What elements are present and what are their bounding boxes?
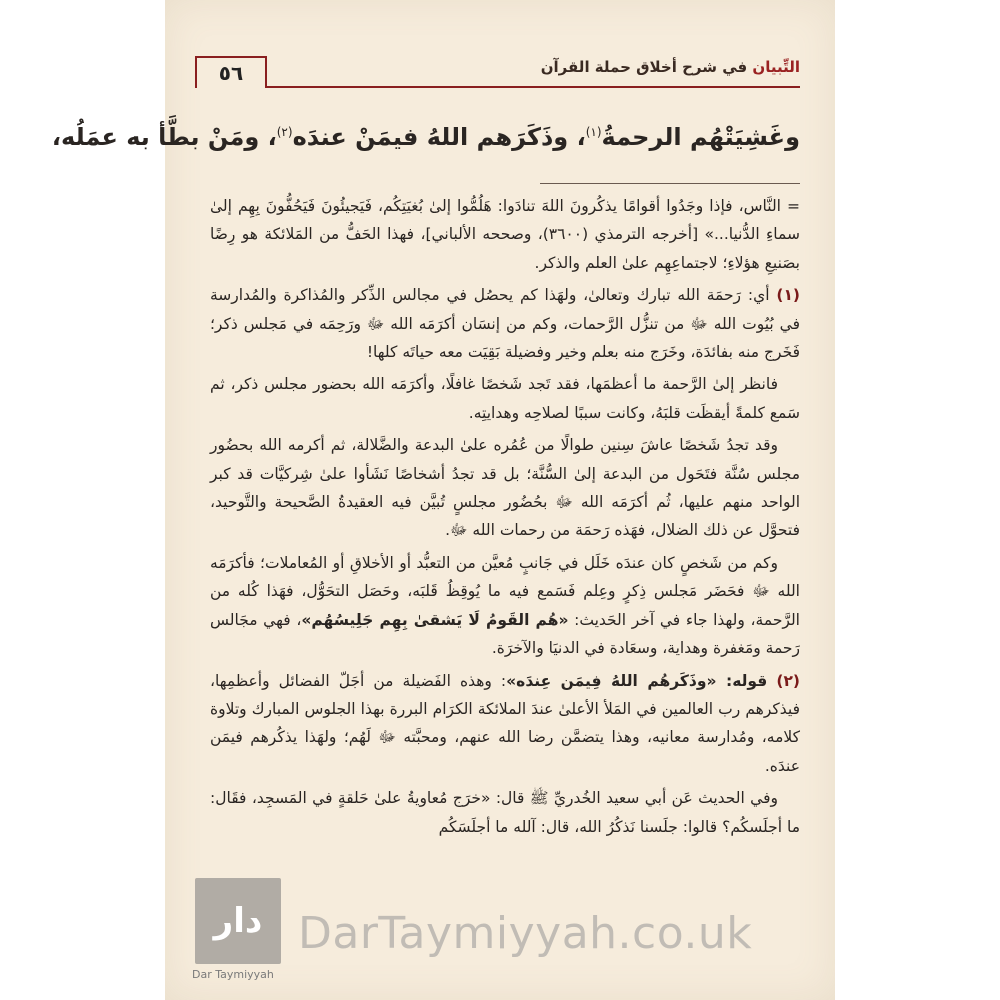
hadith-main-text <box>51 112 800 157</box>
footnote-ref-2: (٢) <box>276 125 293 139</box>
main-text-part-1: وغَشِيَتْهُم الرحمةُ <box>601 123 800 151</box>
running-title-rest: في شرح أخلاق حملة القرآن <box>540 58 753 76</box>
footnote-2-number: (٢) <box>776 671 800 690</box>
footnote-2-lead: قوله: «وذَكَرهُم اللهُ فِيمَن عِندَه» <box>506 671 768 690</box>
book-page <box>51 0 835 1000</box>
footnote-1-para-4-b: ، فهي مجَالس رَحمة ومَغفرة وهداية، وسعَادة في الدنيَا والآخرَة. <box>210 610 800 658</box>
page-number: ٥٦ <box>195 56 267 88</box>
running-title-accent: التِّبيان <box>752 58 800 76</box>
footnote-ref-1: (١) <box>585 125 602 139</box>
footnote-2-para-1 <box>210 667 800 781</box>
footnote-1-para-4-a: وكم من شَخصٍ كان عندَه خَلَل في جَانبٍ مُعيَّن من التعبُّد أو الأخلاقِ أو المُعاملات؛ فأكرَمَه الله ﷻ فحَضَر مَجلس ذِكرٍ وعِلم فَسَمع فيه ما يُوقِظُ قَلبَه، وحَصَل التحَوُّل، فهَذا كُله من الرَّحمة، ولهذا جاء في آخر الحَديث: <box>210 553 800 629</box>
footnote-1-para-4 <box>210 549 800 663</box>
footnote-1-para-2: فانظر إلىٰ الرَّحمة ما أعظمَها، فقد تَجد شَخصًا غافلًا، وأكرَمَه الله بحضور مجلس ذكر، ثم سَمع كلمةً أيقظَت قلبَهُ، وكانت سببًا لصلاحِه وهدايتِه. <box>210 375 800 422</box>
footnote-1-text: أي: رَحمَة الله تبارك وتعالىٰ، ولهَذا كم يحصُل في مجالس الذِّكر والمُذاكرة والمُدارسة في بُيُوت الله ﷻ من تنزُّل الرَّحمات، وكم من إنسَان أكرَمَه الله ﷻ ورَحِمَه في مَجلس ذكر؛ فَخَرج منه بفائدَة، وخَرَج منه بعلم وخير وفضيلة بَقِيَت معه حياتَه كلها! <box>210 286 800 362</box>
footnote-2-text: : وهذه الفَضيلة من أجَلّ الفضائل وأعظمِها، فيذكرهم رب العالمين في المَلأ الأعلىٰ عندَ الملائكة الكرَام البررة بهذا الجلوس المبارك وتلاوة كلامه، ومُدارسة معانيه، وهذا يتضمَّن رضا الله عنهم، ومحبَّته ﷻ لَهُم؛ ولهَذا يذكُرهم فيمَن عندَه. <box>210 671 800 775</box>
watermark-site-text: DarTaymiyyah.co.uk <box>298 908 753 959</box>
main-text-part-3: ، ومَنْ بطَّأ به عمَلُه، <box>51 123 277 151</box>
footnote-divider <box>540 183 800 184</box>
publisher-caption: Dar Taymiyyah <box>192 968 274 981</box>
publisher-logo: دار <box>195 878 281 964</box>
footnotes <box>210 192 800 841</box>
footnote-continuation: = النَّاس، فإذا وجَدُوا أقوامًا يذكُرونَ اللهَ تنادَوا: هَلُمُّوا إلىٰ بُغيَتِكُم، فَيَجيئُونَ فَيَحُفُّونَ بِهِم إلىٰ سماءِ الدُّنيا...» [أخرجه الترمذي (٣٦٠٠)، وصححه الألباني]، فهذا الحَفُّ من المَلائكة هو رِضًا بصَنيعِ هؤلاءِ؛ لاجتماعِهِم علىٰ العلم والذكر. <box>210 197 800 272</box>
footnote-1-hadith-quote: «هُم القَومُ لَا يَشقىٰ بِهِم جَلِيسُهُم» <box>301 610 569 629</box>
footnote-1-para-1 <box>210 281 800 366</box>
main-text-part-2: ، وذَكَرَهم اللهُ فيمَنْ عندَه <box>292 123 586 151</box>
page-content <box>51 112 800 845</box>
footnote-1-number: (١) <box>776 286 800 305</box>
running-title <box>541 58 800 84</box>
footnote-2-para-2: وفي الحديث عَن أبي سعيد الخُدريِّ ﷺ قال: «خرَج مُعاويةُ علىٰ حَلقةٍ في المَسجِد، فقَال: ما أجلَسكُم؟ قالوا: جلَسنا نَذكُرُ الله، قال: آلله ما أجلَسَكُم <box>210 789 800 836</box>
page-header <box>195 56 800 88</box>
footnote-1-para-3: وقد تجدُ شَخصًا عاشَ سِنين طوالًا من عُمُره علىٰ البدعة والضَّلالة، ثم أكرمه الله بحضُور مجلس سُنَّة فتَحَول من البدعة إلىٰ السُّنَّة؛ بل قد تجدُ أشخاصًا نَشَأوا علىٰ شِركيَّات قد كبر الواحد منهم عليها، ثُم أكرَمَه الله ﷻ بحُضُور مجلسٍ تُبيَّن فيه العقيدةُ الصَّحيحة والتَّوحيد، فتحوَّل عن ذلك الضلال، فهَذه رَحمَة من رحمات الله ﷻ. <box>210 436 800 540</box>
